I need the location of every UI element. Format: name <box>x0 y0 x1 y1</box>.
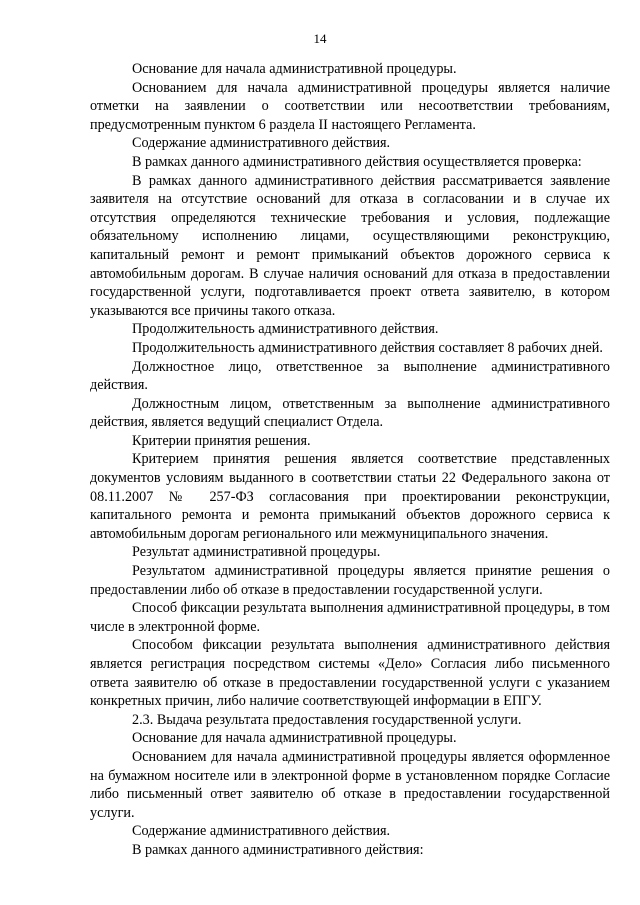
paragraph-procedure-result: Результатом административной процедуры является принятие решения о предоставлении либо об отказе в предоставлении государственной услуги. <box>90 563 610 598</box>
paragraph-responsible-person: Должностным лицом, ответственным за выполнение административного действия, является ведущий специалист Отдела. <box>90 395 610 431</box>
heading-responsible-person: Должностное лицо, ответственное за выполнение административного действия. <box>90 358 610 394</box>
body-text <box>90 60 610 860</box>
paragraph-basis-issued: Основанием для начала административной процедуры является оформленное на бумажном носителе или в электронной форме в установленном порядке Согласие либо письменный ответ заявителю об отказе в предоставлении государственной услуги. <box>90 748 610 821</box>
heading-duration: Продолжительность административного действия. <box>132 321 439 338</box>
heading-basis-for-procedure: Основание для начала административной процедуры. <box>132 61 457 77</box>
heading-action-content: Содержание административного действия. <box>132 135 391 152</box>
paragraph-within-action: В рамках данного административного действия: <box>132 841 424 858</box>
paragraph-review: В рамках данного административного действия рассматривается заявление заявителя на отсутствие оснований для отказа в согласовании и в случае их отсутствия определяются технические требования и условия, подлежащие обязательному исполнению лицами, осуществляющими реконструкцию, капитальный ремонт и ремонт примыканий объектов дорожного сервиса к автомобильным дорогам. В случае наличия оснований для отказа в предоставлении государственной услуги, подготавливается проект ответа заявителю, в котором указываются все причины такого отказа. <box>90 172 610 319</box>
paragraph-basis-mark: Основанием для начала административной процедуры является наличие отметки на заявлении о соответствии или несоответствии требованиям, предусмотренным пунктом 6 раздела II настоящего Регламента. <box>90 79 610 133</box>
paragraph-duration: Продолжительность административного действия составляет 8 рабочих дней. <box>132 339 603 356</box>
heading-decision-criteria: Критерии принятия решения. <box>132 432 311 449</box>
paragraph-check: В рамках данного административного действия осуществляется проверка: <box>132 153 582 170</box>
paragraph-decision-criteria: Критерием принятия решения является соответствие представленных документов условиям выданного в соответствии статьи 22 Федерального закона от 08.11.2007 № 257-ФЗ согласования при проектировании реконструкции, капитального ремонта и ремонта примыканий объектов дорожного сервиса к автомобильным дорогам регионального или межмуниципального значения. <box>90 451 610 542</box>
heading-basis-for-procedure-2: Основание для начала административной процедуры. <box>132 730 457 747</box>
heading-action-content-2: Содержание административного действия. <box>132 823 391 840</box>
heading-fixation-method: Способ фиксации результата выполнения административной процедуры, в том числе в электронной форме. <box>90 600 610 635</box>
paragraph-fixation-method: Способом фиксации результата выполнения административного действия является регистрация посредством системы «Дело» Согласия либо письменного ответа заявителю об отказе в предоставлении государственной услуги с указанием конкретных причин, либо наличие соответствующей информации в ЕПГУ. <box>90 637 610 710</box>
page-number: 14 <box>313 31 327 46</box>
heading-procedure-result: Результат административной процедуры. <box>132 544 381 561</box>
section-heading-2-3: 2.3. Выдача результата предоставления государственной услуги. <box>132 711 522 728</box>
